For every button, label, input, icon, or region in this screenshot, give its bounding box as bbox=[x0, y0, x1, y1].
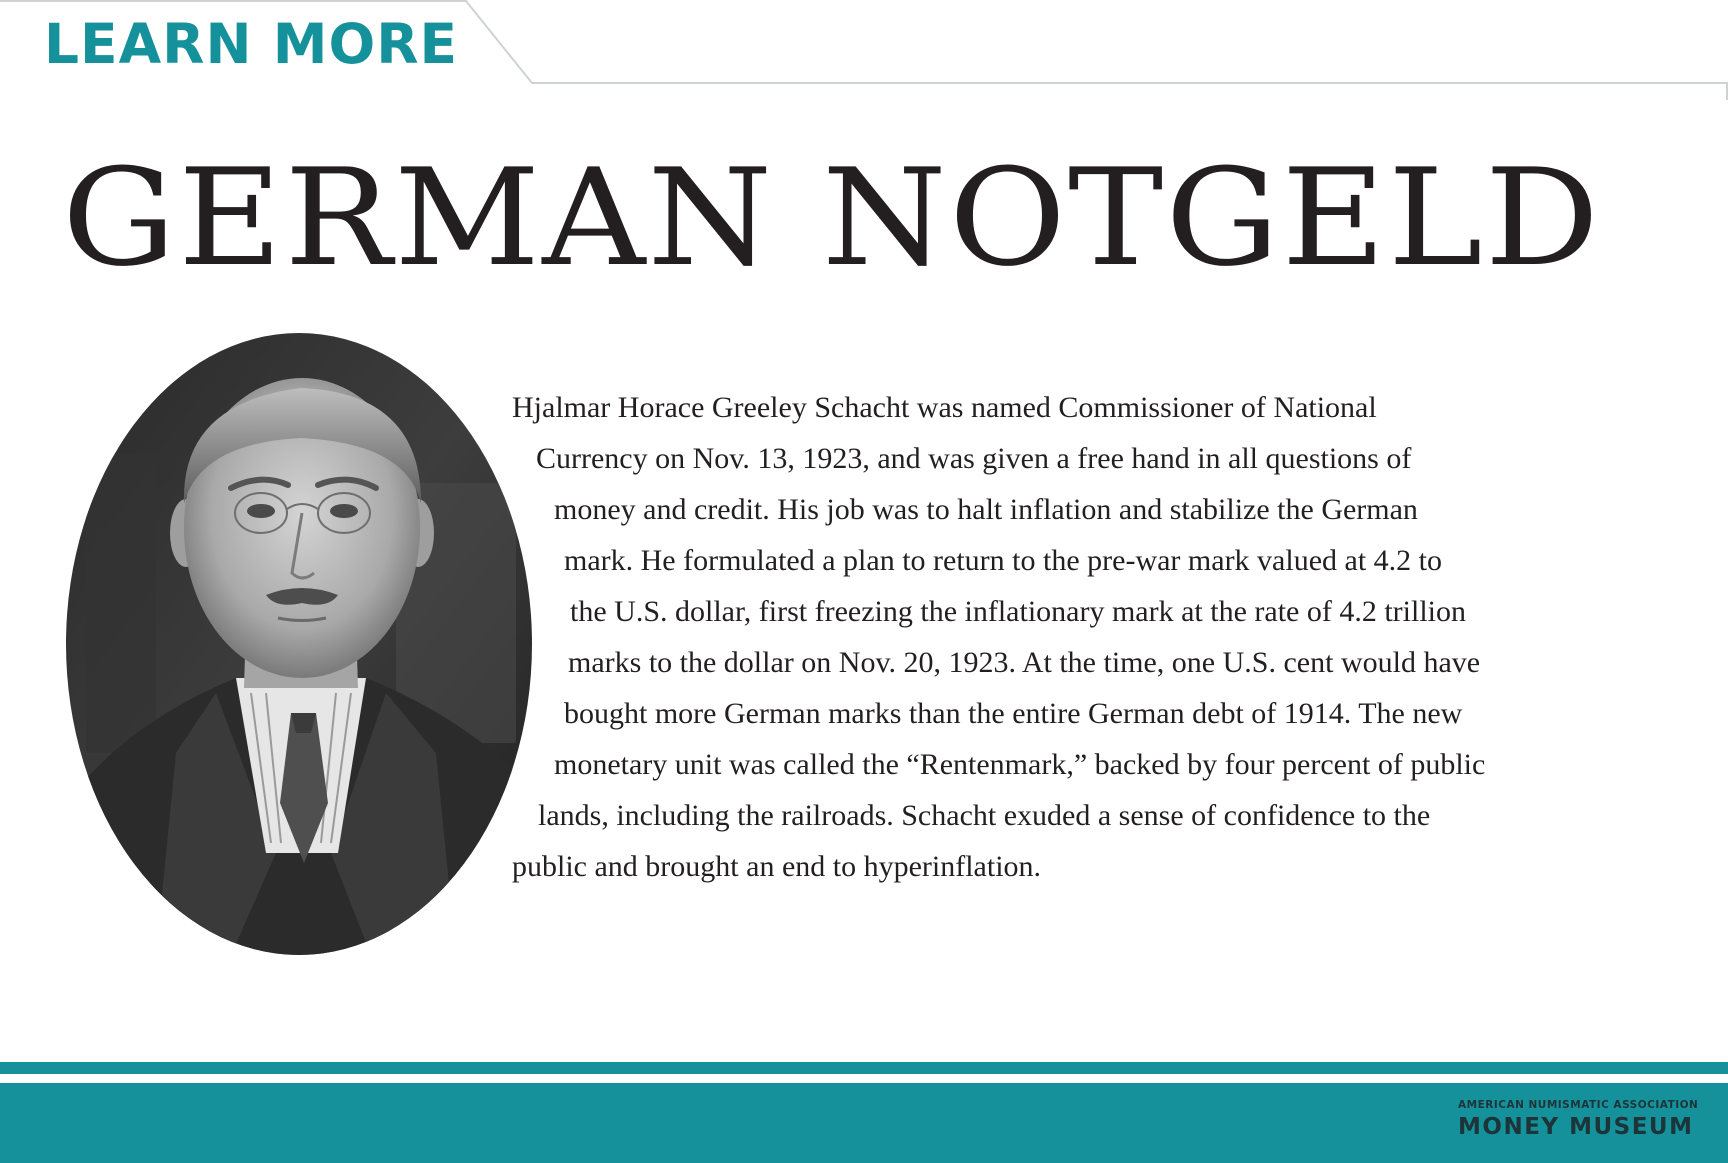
footer-stripe bbox=[0, 1062, 1728, 1074]
page-title: GERMAN NOTGELD bbox=[62, 140, 1602, 296]
logo-association-text: AMERICAN NUMISMATIC ASSOCIATION bbox=[1458, 1099, 1699, 1111]
body-line: public and brought an end to hyperinflation. bbox=[512, 850, 1042, 883]
body-line: money and credit. His job was to halt inflation and stabilize the German bbox=[554, 493, 1418, 526]
body-line: bought more German marks than the entire German debt of 1914. The new bbox=[564, 697, 1463, 730]
logo-museum-text: MONEY MUSEUM bbox=[1458, 1114, 1694, 1140]
learn-more-heading: LEARN MORE bbox=[44, 12, 459, 76]
body-line: lands, including the railroads. Schacht exuded a sense of confidence to the bbox=[538, 799, 1431, 832]
body-line: monetary unit was called the “Rentenmark,” backed by four percent of public bbox=[554, 748, 1486, 781]
body-line: mark. He formulated a plan to return to the pre-war mark valued at 4.2 to bbox=[564, 544, 1443, 577]
body-line: Hjalmar Horace Greeley Schacht was named Commissioner of National bbox=[512, 391, 1377, 424]
body-paragraph bbox=[512, 382, 1662, 892]
body-line: the U.S. dollar, first freezing the inflationary mark at the rate of 4.2 trillion bbox=[570, 595, 1467, 628]
portrait-photo bbox=[66, 333, 532, 955]
money-museum-logo bbox=[1458, 1098, 1704, 1142]
body-line: Currency on Nov. 13, 1923, and was given a free hand in all questions of bbox=[536, 442, 1412, 475]
body-line: marks to the dollar on Nov. 20, 1923. At the time, one U.S. cent would have bbox=[568, 646, 1481, 679]
